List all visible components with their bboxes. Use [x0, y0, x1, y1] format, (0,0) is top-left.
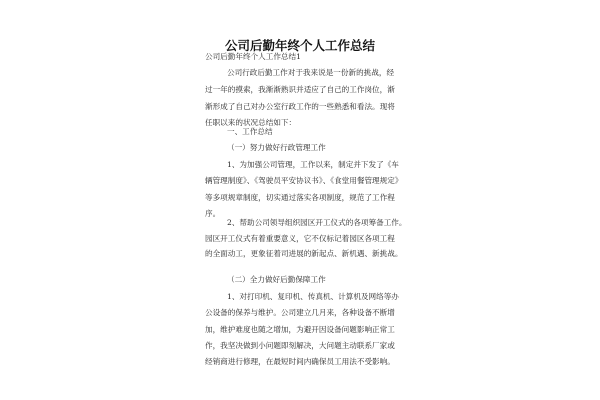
paragraph-line: 序。 [205, 209, 221, 218]
paragraph-line: 的全面动工，更象征着司进展的新起点、新机遇、新挑战。 [205, 249, 403, 258]
document-subtitle: 公司后勤年终个人工作总结1 [205, 52, 301, 61]
paragraph-line: 经销商进行修理，在最短时间内确保员工用法不受影响。 [205, 357, 395, 366]
subsection-heading: （一）努力做好行政管理工作 [227, 143, 326, 152]
paragraph-line: 园区开工仪式有着重要意义，它不仅标记着园区各项工程 [205, 234, 395, 243]
document-title: 公司后勤年终个人工作总结 [224, 38, 375, 53]
paragraph-line: 1、对打印机、复印机、传真机、计算机及网络等办 [227, 292, 399, 301]
paragraph-line: 辆管理制度》、《驾驶员平安协议书》、《食堂用餐管理规定》 [205, 176, 403, 185]
paragraph-line: 加，维护难度也随之增加，为避开因设备问题影响正常工 [205, 325, 395, 334]
intro-line: 渐形成了自己对办公室行政工作的一些熟悉和看法。现将 [205, 102, 395, 111]
paragraph-line: 1、为加强公司管理，工作以来，制定并下发了《车 [227, 160, 399, 169]
paragraph-line: 2、帮助公司领导组织园区开工仪式的各项筹备工作。 [227, 218, 407, 227]
section-heading: 一、工作总结 [227, 127, 273, 136]
paragraph-line: 公设备的保养与维护。公司建立几月来，各种设备不断增 [205, 308, 395, 317]
paragraph-line: 等多项规章制度，切实通过落实各项制度，规范了工作程 [205, 193, 395, 202]
intro-line: 过一年的摸索，我渐渐熟识并适应了自己的工作岗位，渐 [205, 85, 395, 94]
subsection-heading: （二）全力做好后勤保障工作 [227, 275, 326, 284]
intro-line: 任职以来的状况总结如下： [205, 118, 297, 127]
intro-line: 公司行政后勤工作对于我来说是一份新的挑战，经 [227, 68, 395, 77]
paragraph-line: 作，我坚决做到小问题即刻解决，大问题主动联系厂家或 [205, 341, 395, 350]
